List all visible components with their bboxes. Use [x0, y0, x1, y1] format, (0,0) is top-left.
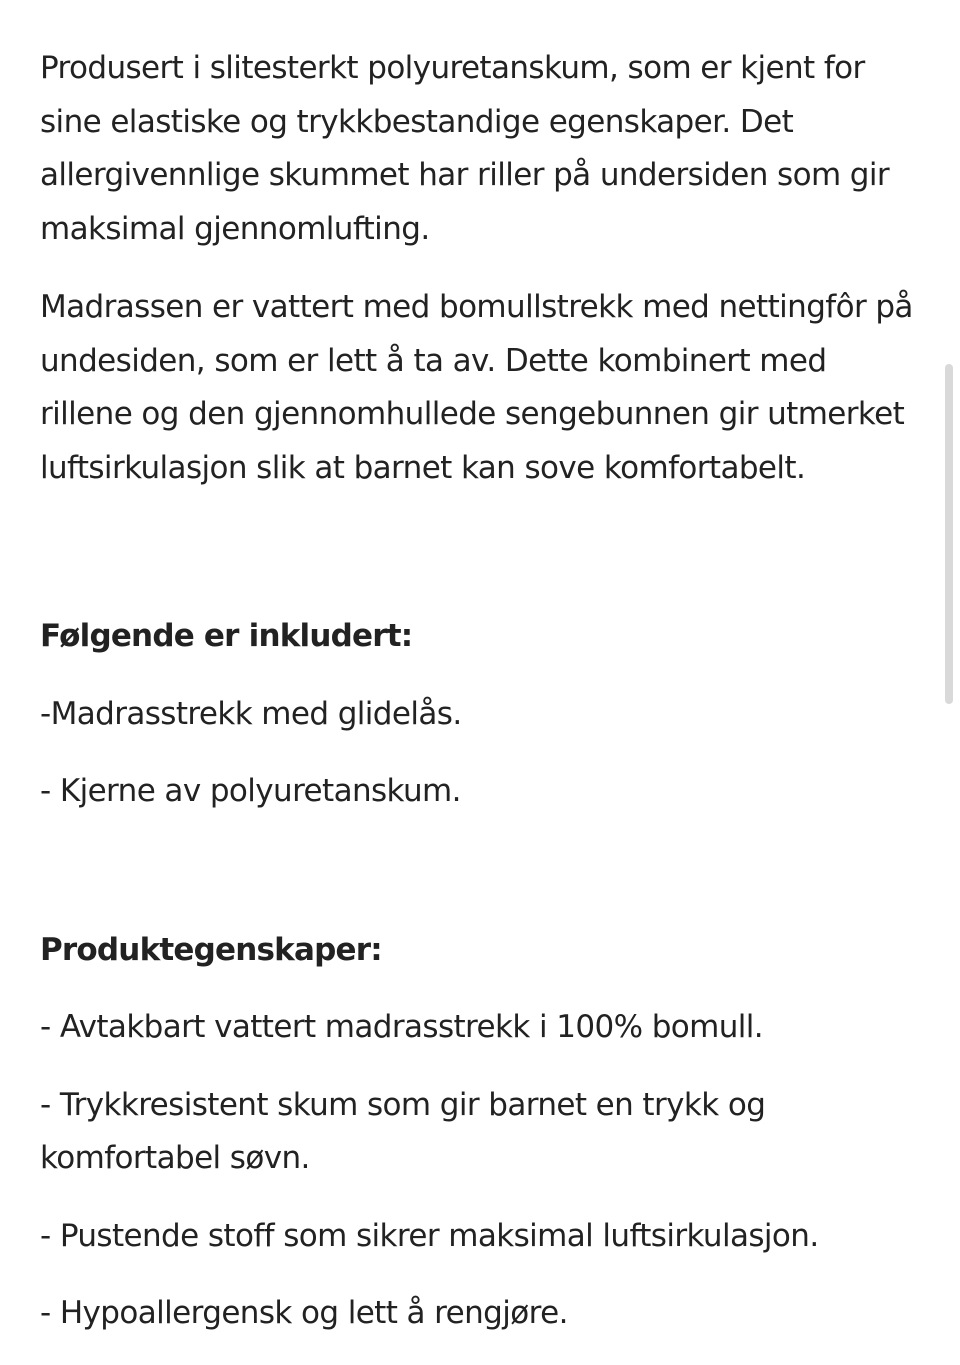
description-paragraph-2: Madrassen er vattert med bomullstrekk med nettingfôr på undesiden, som er lett å ta av. Dette kombinert med rillene og den gjennomhullede sengebunnen gir utmerket luftsirkulasjon slik at barnet kan sove komfortabelt. [40, 289, 913, 486]
feature-item: - Avtakbart vattert madrasstrekk i 100% bomull. [40, 1009, 764, 1045]
feature-item: - Trykkresistent skum som gir barnet en trykk og komfortabel søvn. [40, 1086, 766, 1176]
description-paragraph-1: Produsert i slitesterkt polyuretanskum, som er kjent for sine elastiske og trykkbestandige egenskaper. Det allergivennlige skummet har riller på undersiden som gir maksimal gjennomlufting. [40, 50, 890, 247]
features-heading: Produktegenskaper: [40, 931, 382, 968]
section-spacer [40, 843, 920, 924]
scrollbar-thumb[interactable] [945, 364, 953, 704]
section-spacer [40, 520, 920, 610]
included-item: -Madrasstrekk med glidelås. [40, 695, 462, 732]
product-description [40, 42, 920, 1365]
included-item: - Kjerne av polyuretanskum. [40, 773, 461, 809]
feature-item: - Hypoallergensk og lett å rengjøre. [40, 1295, 568, 1331]
included-heading: Følgende er inkludert: [40, 618, 413, 654]
feature-item: - Pustende stoff som sikrer maksimal luftsirkulasjon. [40, 1217, 819, 1254]
